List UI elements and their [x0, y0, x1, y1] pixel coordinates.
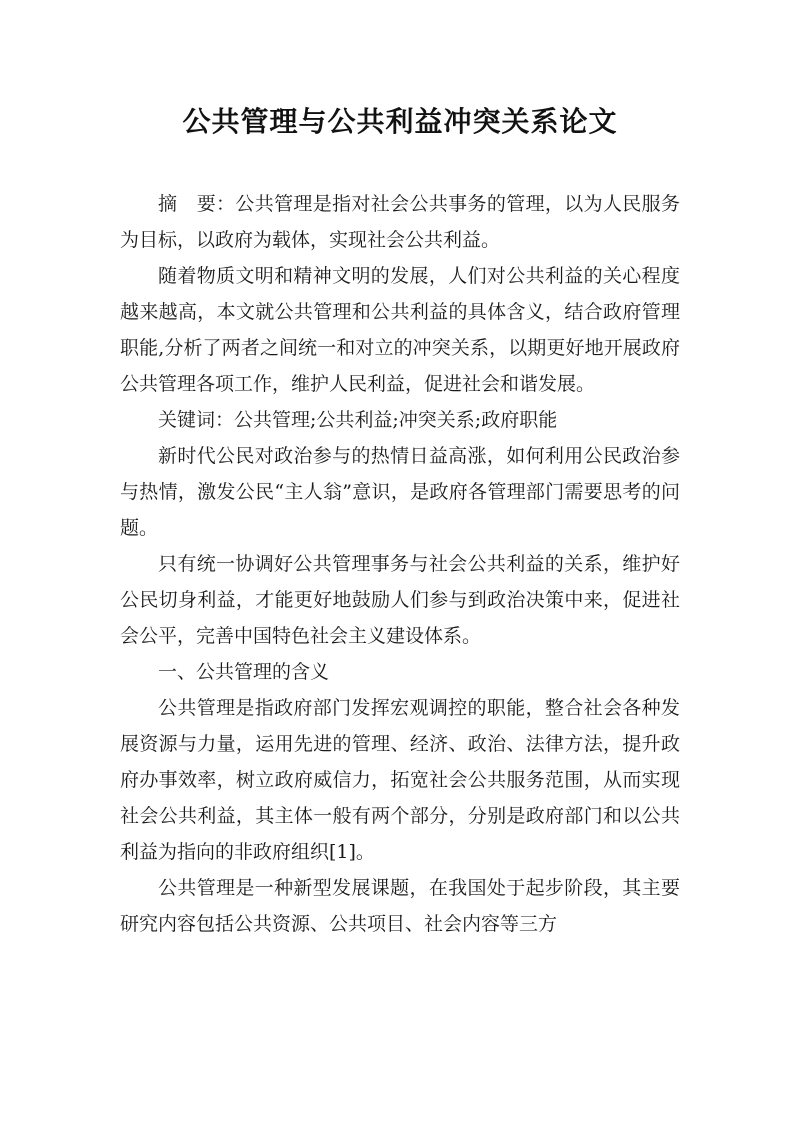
body-paragraph: 新时代公民对政治参与的热情日益高涨，如何利用公民政治参与热情，激发公民“主人翁”意识，是政府各管理部门需要思考的问题。 — [120, 445, 680, 539]
body-paragraph: 只有统一协调好公共管理事务与社会公共利益的关系，维护好公民切身利益，才能更好地鼓励人们参与到政治决策中来，促进社会公平，完善中国特色社会主义建设体系。 — [120, 553, 680, 647]
body-paragraph: 公共管理是一种新型发展课题，在我国处于起步阶段，其主要研究内容包括公共资源、公共项目、社会内容等三方 — [120, 877, 680, 935]
body-paragraph: 公共管理是指政府部门发挥宏观调控的职能，整合社会各种发展资源与力量，运用先进的管理、经济、政治、法律方法，提升政府办事效率，树立政府威信力，拓宽社会公共服务范围，从而实现社会公共利益，其主体一般有两个部分，分别是政府部门和以公共利益为指向的非政府组织[1]。 — [120, 697, 680, 863]
keywords-paragraph: 关键词：公共管理;公共利益;冲突关系;政府职能 — [158, 409, 558, 431]
document-title: 公共管理与公共利益冲突关系论文 — [182, 105, 618, 138]
body-paragraph: 随着物质文明和精神文明的发展，人们对公共利益的关心程度越来越高，本文就公共管理和公共利益的具体含义，结合政府管理职能,分析了两者之间统一和对立的冲突关系，以期更好地开展政府公共管理各项工作，维护人民利益，促进社会和谐发展。 — [120, 265, 680, 395]
abstract-paragraph: 摘 要：公共管理是指对社会公共事务的管理，以为人民服务为目标，以政府为载体，实现社会公共利益。 — [120, 193, 680, 251]
section-heading: 一、公共管理的含义 — [158, 661, 330, 683]
document-body — [120, 186, 680, 942]
